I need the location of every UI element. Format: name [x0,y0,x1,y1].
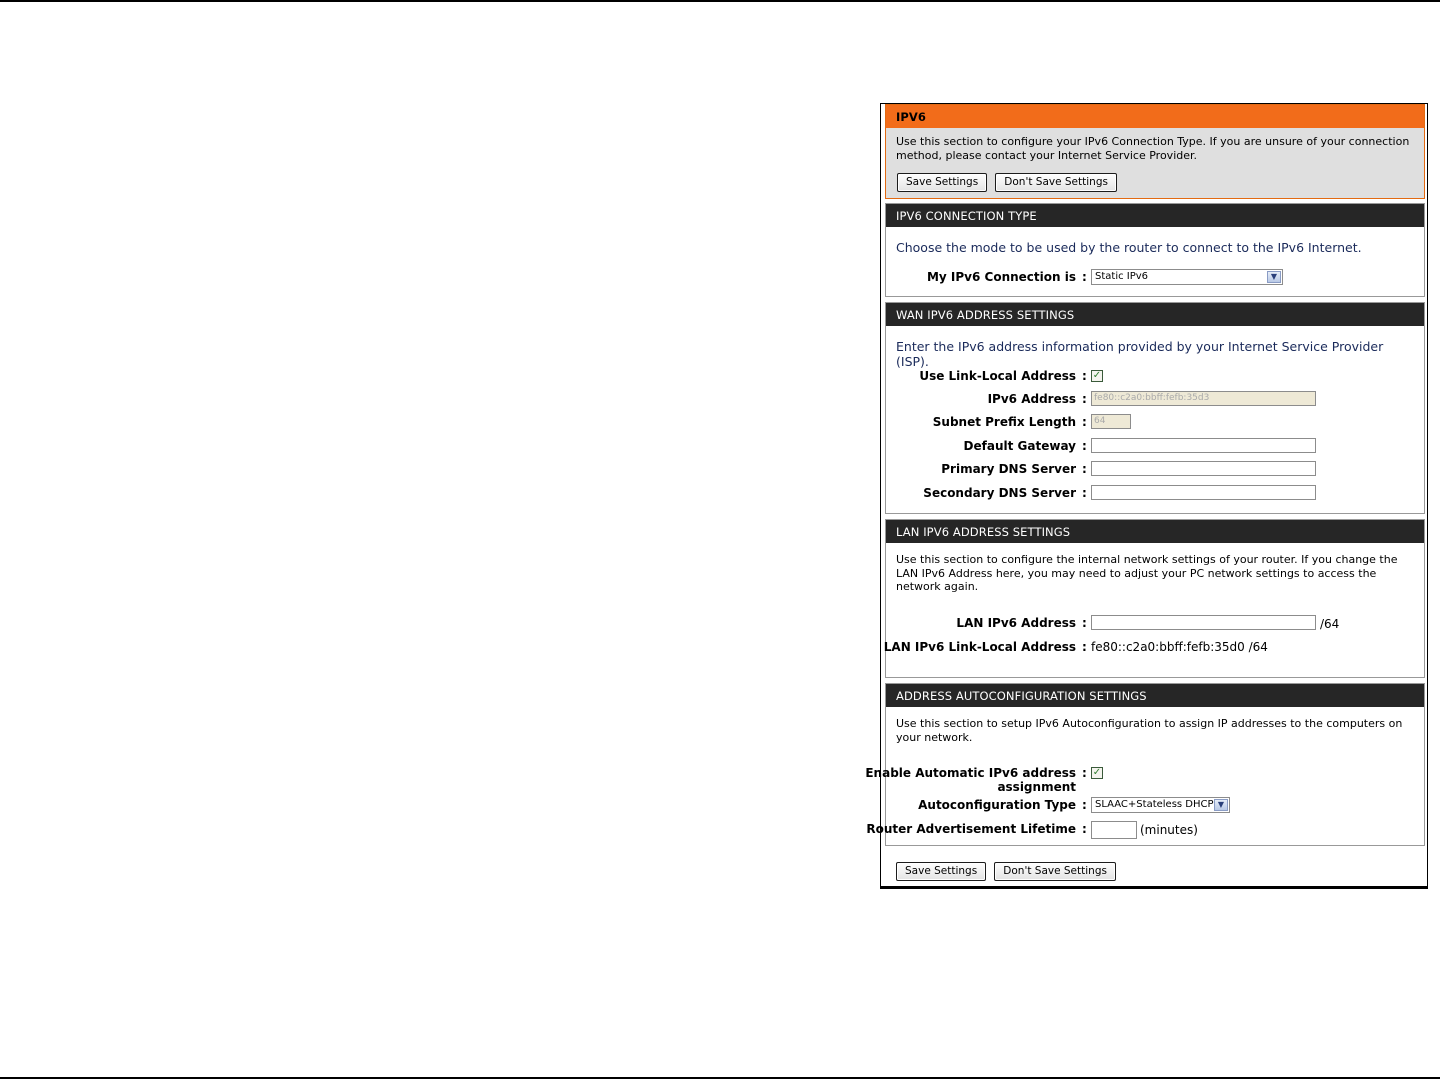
use-link-local-row: Use Link-Local Address : ✓ [919,369,1102,383]
autoconfig-type-row: Autoconfiguration Type : SLAAC+Stateless DHCP ▼ [886,798,1426,816]
enable-auto-assign-row: Enable Automatic IPv6 address assignment : ✓ [865,766,1102,794]
bottom-rule [0,1077,1440,1079]
primary-dns-row: Primary DNS Server : [886,462,1426,480]
autoconfig-type-label: Autoconfiguration Type [918,798,1076,812]
lan-ipv6-section [885,519,1425,678]
autoconfig-description: Use this section to setup IPv6 Autoconfiguration to assign IP addresses to the computers on your network. [896,717,1403,744]
secondary-dns-input[interactable] [1091,485,1316,500]
checkmark-icon: ✓ [1092,767,1102,778]
save-settings-button[interactable]: Save Settings [897,173,987,192]
wan-description: Enter the IPv6 address information provided by your Internet Service Provider (ISP). [896,339,1384,369]
autoconfig-type-value: SLAAC+Stateless DHCP [1095,799,1214,810]
ipv6-intro-section [885,104,1425,199]
lan-address-input[interactable] [1091,615,1316,630]
autoconfig-section [865,683,1425,846]
lan-description: Use this section to configure the internal network settings of your router. If you change the LAN IPv6 Address here, you may need to adjust your PC network settings to access the network again. [896,553,1398,593]
chevron-down-icon[interactable]: ▼ [1267,271,1281,283]
ipv6-address-label: IPv6 Address [987,392,1076,406]
bottom-button-row [896,859,1119,881]
chevron-down-icon[interactable]: ▼ [1214,799,1228,811]
ipv6-description: Use this section to configure your IPv6 Connection Type. If you are unsure of your connection method, please contact your Internet Service Provider. [896,135,1410,162]
lan-section-title: LAN IPV6 ADDRESS SETTINGS [886,520,1424,543]
subnet-prefix-row: Subnet Prefix Length : 64 [886,415,1426,433]
default-gateway-row: Default Gateway : [886,439,1426,457]
wan-section-title: WAN IPV6 ADDRESS SETTINGS [886,303,1424,326]
connection-type-select[interactable] [1091,269,1283,285]
connection-type-title: IPV6 CONNECTION TYPE [886,204,1424,227]
ra-lifetime-unit: (minutes) [1140,823,1198,837]
save-settings-button-bottom[interactable]: Save Settings [896,862,986,881]
ra-lifetime-label: Router Advertisement Lifetime [866,822,1076,836]
wan-ipv6-section [885,302,1425,514]
autoconfig-section-title: ADDRESS AUTOCONFIGURATION SETTINGS [886,684,1424,707]
connection-type-label: My IPv6 Connection is [926,270,1076,284]
autoconfig-type-select[interactable] [1091,797,1230,813]
dont-save-settings-button-bottom[interactable]: Don't Save Settings [994,862,1116,881]
dont-save-settings-button[interactable]: Don't Save Settings [995,173,1117,192]
primary-dns-label: Primary DNS Server [941,462,1076,476]
ipv6-settings-panel [865,103,1428,889]
use-link-local-label: Use Link-Local Address [919,369,1076,383]
connection-type-row: My IPv6 Connection is : Static IPv6 ▼ [886,270,1426,288]
default-gateway-input[interactable] [1091,438,1316,453]
connection-type-value: Static IPv6 [1095,271,1149,282]
secondary-dns-label: Secondary DNS Server [923,486,1076,500]
lan-link-local-label: LAN IPv6 Link-Local Address [883,640,1076,654]
lan-address-row: LAN IPv6 Address : /64 [956,616,1340,631]
ipv6-address-input[interactable]: fe80::c2a0:bbff:fefb:35d3 [1091,391,1316,406]
primary-dns-input[interactable] [1091,461,1316,476]
enable-auto-assign-checkbox[interactable] [1091,767,1103,779]
lan-link-local-value: fe80::c2a0:bbff:fefb:35d0 /64 [1091,640,1268,654]
enable-auto-assign-label: Enable Automatic IPv6 address assignment [865,766,1076,794]
subnet-prefix-input[interactable]: 64 [1091,414,1131,429]
top-button-row [897,170,1120,192]
checkmark-icon: ✓ [1092,370,1102,381]
lan-address-label: LAN IPv6 Address [956,616,1076,630]
ra-lifetime-input[interactable] [1091,821,1137,839]
secondary-dns-row: Secondary DNS Server : [886,486,1426,504]
subnet-prefix-label: Subnet Prefix Length [932,415,1076,429]
ra-lifetime-row: Router Advertisement Lifetime : (minutes) [866,822,1198,837]
top-rule [0,0,1440,2]
connection-type-section [885,203,1425,297]
default-gateway-label: Default Gateway [963,439,1076,453]
ipv6-section-title: IPV6 [886,105,1424,128]
ipv6-address-row: IPv6 Address : fe80::c2a0:bbff:fefb:35d3 [886,392,1426,410]
connection-type-description: Choose the mode to be used by the router to connect to the IPv6 Internet. [896,240,1362,255]
use-link-local-checkbox[interactable] [1091,370,1103,382]
lan-link-local-row: LAN IPv6 Link-Local Address : fe80::c2a0:bbff:fefb:35d0 /64 [883,640,1268,654]
lan-address-suffix: /64 [1320,617,1340,631]
